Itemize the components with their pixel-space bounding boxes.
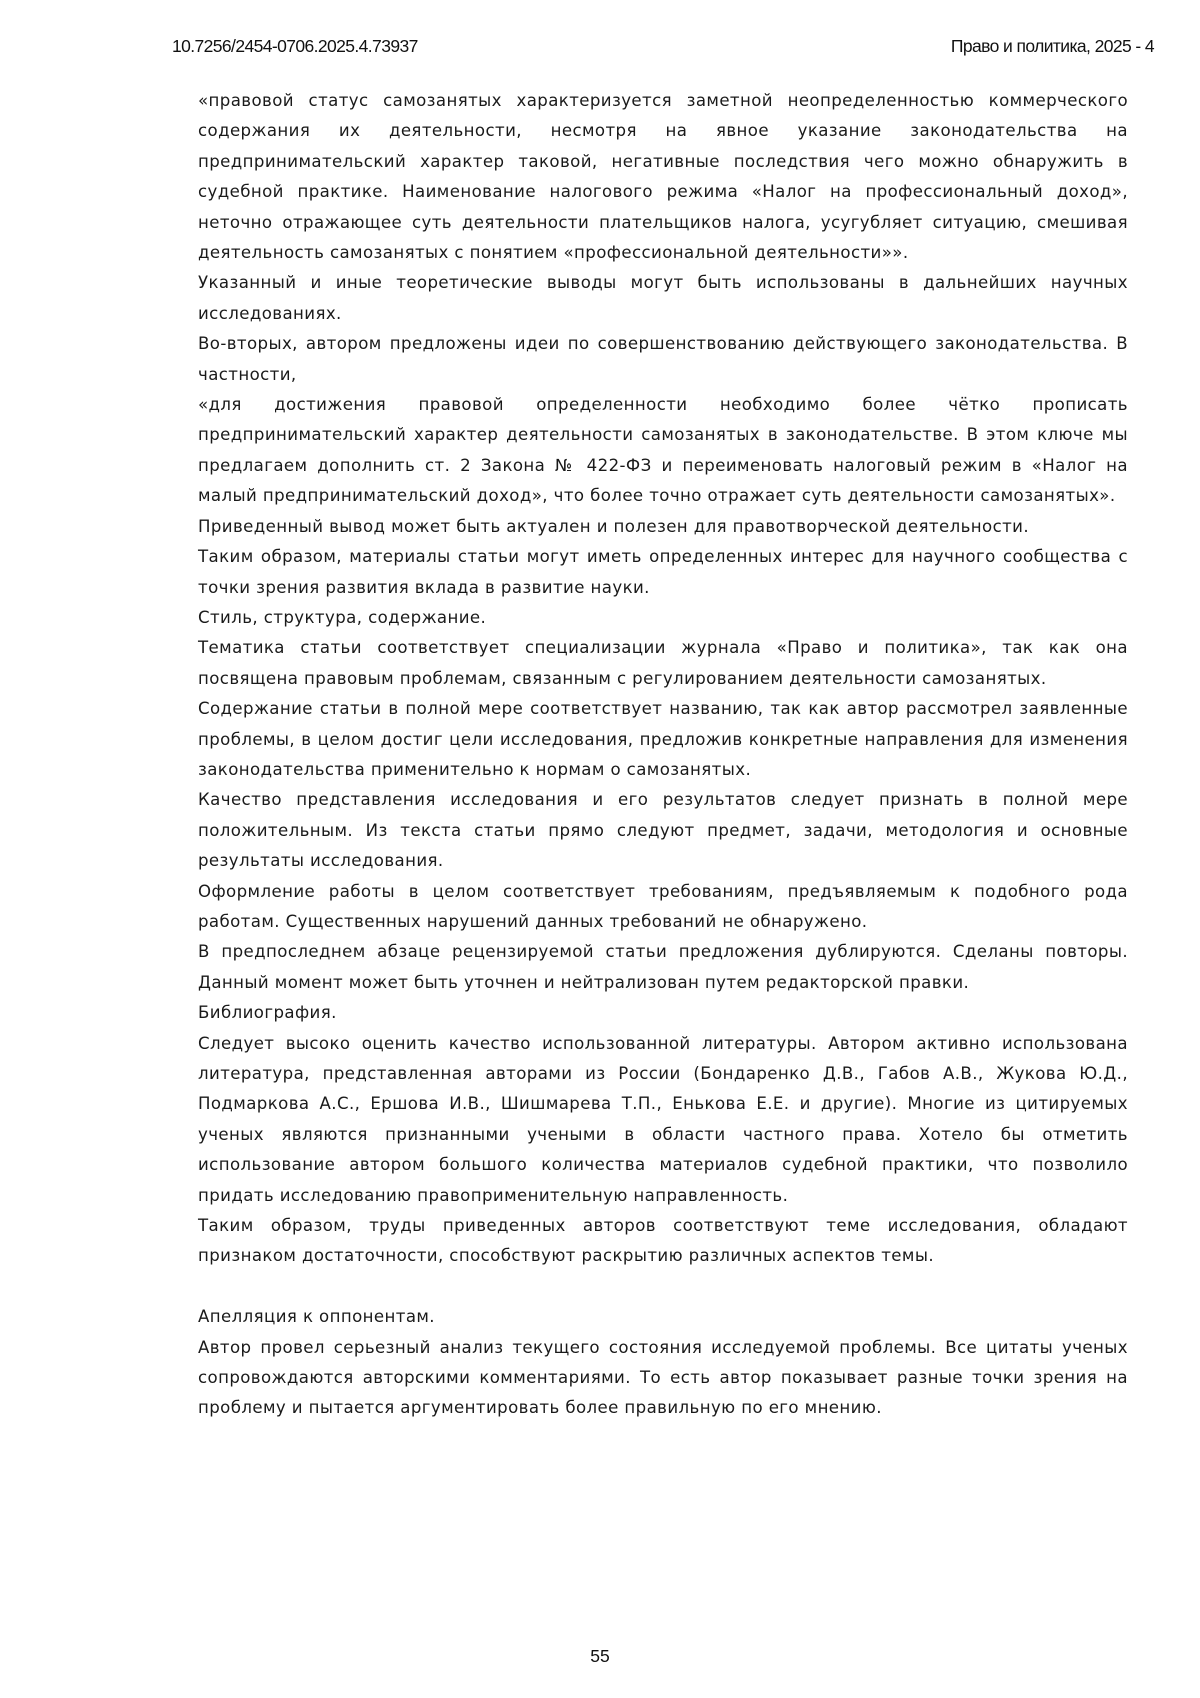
- doi: 10.7256/2454-0706.2025.4.73937: [172, 36, 418, 57]
- body-paragraph: Тематика статьи соответствует специализации журнала «Право и политика», так как она посвящена правовым проблемам, связанным с регулированием деятельности самозанятых.: [198, 633, 1128, 694]
- quote-paragraph: «правовой статус самозанятых характеризуется заметной неопределенностью коммерческого содержания их деятельности, несмотря на явное указание законодательства на предпринимательский характер таковой, негативные последствия чего можно обнаружить в судебной практике. Наименование налогового режима «Налог на профессиональный доход», неточно отражающее суть деятельности плательщиков налога, усугубляет ситуацию, смешивая деятельность самозанятых с понятием «профессиональной деятельности»».: [198, 86, 1128, 268]
- article-body: [198, 86, 1128, 1424]
- body-paragraph: Следует высоко оценить качество использованной литературы. Автором активно использована литература, представленная авторами из России (Бондаренко Д.В., Габов А.В., Жукова Ю.Д., Подмаркова А.С., Ершова И.В., Шишмарева Т.П., Енькова Е.Е. и другие). Многие из цитируемых ученых являются признанными учеными в области частного права. Хотело бы отметить использование автором большого количества материалов судебной практики, что позволило придать исследованию правоприменительную направленность.: [198, 1029, 1128, 1211]
- body-paragraph: Качество представления исследования и его результатов следует признать в полной мере положительным. Из текста статьи прямо следуют предмет, задачи, методология и основные результаты исследования.: [198, 785, 1128, 876]
- page-number: 55: [0, 1646, 1200, 1667]
- body-paragraph: Таким образом, труды приведенных авторов соответствуют теме исследования, обладают признаком достаточности, способствуют раскрытию различных аспектов темы.: [198, 1211, 1128, 1272]
- section-heading: Библиография.: [198, 998, 1128, 1028]
- body-paragraph: В предпоследнем абзаце рецензируемой статьи предложения дублируются. Сделаны повторы. Данный момент может быть уточнен и нейтрализован путем редакторской правки.: [198, 937, 1128, 998]
- quote-paragraph: «для достижения правовой определенности необходимо более чётко прописать предпринимательский характер деятельности самозанятых в законодательстве. В этом ключе мы предлагаем дополнить ст. 2 Закона № 422-ФЗ и переименовать налоговый режим в «Налог на малый предпринимательский доход», что более точно отражает суть деятельности самозанятых».: [198, 390, 1128, 512]
- body-paragraph: Приведенный вывод может быть актуален и полезен для правотворческой деятельности.: [198, 512, 1128, 542]
- body-paragraph: Оформление работы в целом соответствует требованиям, предъявляемым к подобного рода работам. Существенных нарушений данных требований не обнаружено.: [198, 877, 1128, 938]
- body-paragraph: Таким образом, материалы статьи могут иметь определенных интерес для научного сообщества с точки зрения развития вклада в развитие науки.: [198, 542, 1128, 603]
- body-paragraph: Указанный и иные теоретические выводы могут быть использованы в дальнейших научных исследованиях.: [198, 268, 1128, 329]
- paragraph-spacer: [198, 1272, 1128, 1302]
- section-heading: Апелляция к оппонентам.: [198, 1302, 1128, 1332]
- journal-issue: Право и политика, 2025 - 4: [951, 36, 1154, 57]
- body-paragraph: Во-вторых, автором предложены идеи по совершенствованию действующего законодательства. В частности,: [198, 329, 1128, 390]
- body-paragraph: Содержание статьи в полной мере соответствует названию, так как автор рассмотрел заявленные проблемы, в целом достиг цели исследования, предложив конкретные направления для изменения законодательства применительно к нормам о самозанятых.: [198, 694, 1128, 785]
- section-heading: Стиль, структура, содержание.: [198, 603, 1128, 633]
- body-paragraph: Автор провел серьезный анализ текущего состояния исследуемой проблемы. Все цитаты ученых сопровождаются авторскими комментариями. То есть автор показывает разные точки зрения на проблему и пытается аргументировать более правильную по его мнению.: [198, 1333, 1128, 1424]
- running-header: [0, 36, 1200, 62]
